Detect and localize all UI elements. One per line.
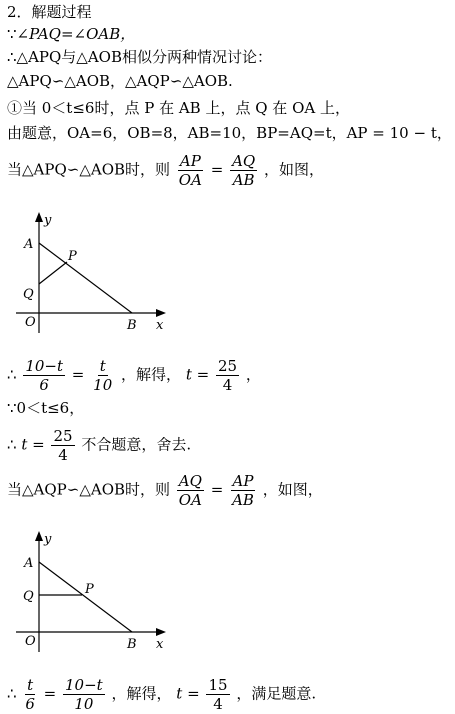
because-symbol: ∵ <box>7 399 17 417</box>
label-point-a: A <box>24 237 34 252</box>
therefore-symbol: ∴ <box>7 48 17 66</box>
segment-pq <box>39 262 67 284</box>
fraction-numerator: 10−t <box>65 676 103 694</box>
fraction-10-minus-t-over-10 <box>63 676 105 713</box>
heading-text: 2．解题过程 <box>7 3 92 21</box>
fraction-numerator: AQ <box>178 472 202 490</box>
equals-sign: = <box>43 684 57 703</box>
fraction-numerator: 25 <box>217 357 238 375</box>
fraction-denominator: AB <box>232 171 255 189</box>
variable-t-equals: t = <box>176 684 200 703</box>
variable-t-equals: t = <box>185 365 210 384</box>
fraction-numerator: 25 <box>53 427 73 445</box>
label-origin-o: O <box>25 634 36 649</box>
fraction-denominator: 6 <box>25 695 35 713</box>
fraction-denominator: 6 <box>39 376 49 394</box>
case-two-solve-line <box>7 676 316 713</box>
segment-ab <box>39 243 132 313</box>
fraction-denominator: 4 <box>213 695 223 713</box>
label-point-q: Q <box>23 287 34 302</box>
range-text: 0＜t≤6， <box>16 399 85 417</box>
accept-text: ，满足题意. <box>236 684 317 703</box>
fraction-denominator: OA <box>178 171 202 189</box>
fraction-ap-ab <box>230 472 256 509</box>
solve-text: ，解得， <box>121 365 182 384</box>
fraction-numerator: 10−t <box>25 357 64 375</box>
case-one-condition-text: ①当 0＜t≤6时，点 P 在 AB 上，点 Q 在 OA 上， <box>7 99 350 117</box>
label-y-axis: y <box>44 213 52 228</box>
reject-text: 不合题意，舍去. <box>81 435 192 454</box>
equals-sign: = <box>210 480 224 499</box>
equals-sign: = <box>210 160 224 179</box>
label-x-axis: x <box>156 637 164 652</box>
section-heading <box>7 2 92 22</box>
therefore-symbol: ∴ <box>7 684 17 703</box>
angle-equality: ∠PAQ=∠OAB， <box>16 25 136 43</box>
fraction-t-over-6 <box>23 676 37 713</box>
fraction-25-over-4 <box>51 427 74 464</box>
label-point-b: B <box>127 318 137 333</box>
y-axis-arrow <box>35 212 43 222</box>
ratio-outro: ，如图， <box>264 160 325 179</box>
ratio-intro: 当△APQ∽△AOB时，则 <box>7 160 171 179</box>
because-range-line <box>7 398 84 418</box>
given-values-text: 由题意，OA=6，OB=8，AB=10，BP=AQ=t，AP = 10 − t， <box>7 124 452 142</box>
label-point-b: B <box>127 637 137 652</box>
fraction-denominator: 10 <box>93 376 113 394</box>
label-origin-o: O <box>25 315 36 330</box>
fraction-denominator: 4 <box>222 376 233 394</box>
fraction-numerator: t <box>99 357 106 375</box>
fraction-numerator: AQ <box>232 152 256 170</box>
fraction-numerator: AP <box>232 472 254 490</box>
fraction-15-over-4 <box>206 676 229 713</box>
fraction-denominator: AB <box>232 491 254 509</box>
fraction-25-over-4 <box>216 357 239 394</box>
fraction-aq-oa <box>177 472 204 509</box>
fraction-numerator: 15 <box>208 676 228 694</box>
fraction-10-minus-t-over-6 <box>23 357 65 394</box>
fraction-numerator: t <box>27 676 34 694</box>
fraction-denominator: 4 <box>58 446 68 464</box>
given-values-line <box>7 123 452 143</box>
case-one-condition-line <box>7 98 350 118</box>
ratio-intro: 当△AQP∽△AOB时，则 <box>7 480 171 499</box>
fraction-ap-oa <box>177 152 204 189</box>
equals-sign: = <box>71 365 85 384</box>
similarity-cases-text: △APQ∽△AOB，△AQP∽△AOB. <box>7 72 233 90</box>
comma: ， <box>245 365 261 384</box>
case-two-ratio-line <box>7 472 323 509</box>
fraction-aq-ab <box>230 152 257 189</box>
reject-solution-line <box>7 427 191 464</box>
label-point-p: P <box>85 582 94 597</box>
fraction-t-over-10 <box>91 357 114 394</box>
label-x-axis: x <box>156 318 164 333</box>
fraction-denominator: 10 <box>74 695 94 713</box>
label-point-a: A <box>24 556 34 571</box>
figure-2-svg <box>14 527 174 657</box>
label-point-p: P <box>68 249 77 264</box>
two-cases-text: △APQ与△AOB相似分两种情况讨论： <box>16 48 272 66</box>
because-symbol: ∵ <box>7 25 17 43</box>
label-y-axis: y <box>44 532 52 547</box>
coordinate-figure-1 <box>14 208 174 342</box>
therefore-two-cases-line <box>7 47 272 67</box>
therefore-symbol: ∴ <box>7 435 17 454</box>
ratio-outro: ，如图， <box>262 480 323 499</box>
therefore-symbol: ∴ <box>7 365 17 384</box>
fraction-denominator: OA <box>178 491 202 509</box>
solve-text: ，解得， <box>111 684 172 703</box>
case-one-ratio-line <box>7 152 324 189</box>
similarity-cases-line <box>7 71 233 91</box>
x-axis-arrow <box>156 628 166 636</box>
case-one-solve-line <box>7 357 261 394</box>
fraction-numerator: AP <box>179 152 201 170</box>
figure-1-svg <box>14 208 174 338</box>
variable-t-equals: t = <box>21 435 45 454</box>
coordinate-figure-2 <box>14 527 174 661</box>
because-angle-line <box>7 24 135 44</box>
segment-ab <box>39 562 132 632</box>
label-point-q: Q <box>23 589 34 604</box>
y-axis-arrow <box>35 531 43 541</box>
x-axis-arrow <box>156 309 166 317</box>
